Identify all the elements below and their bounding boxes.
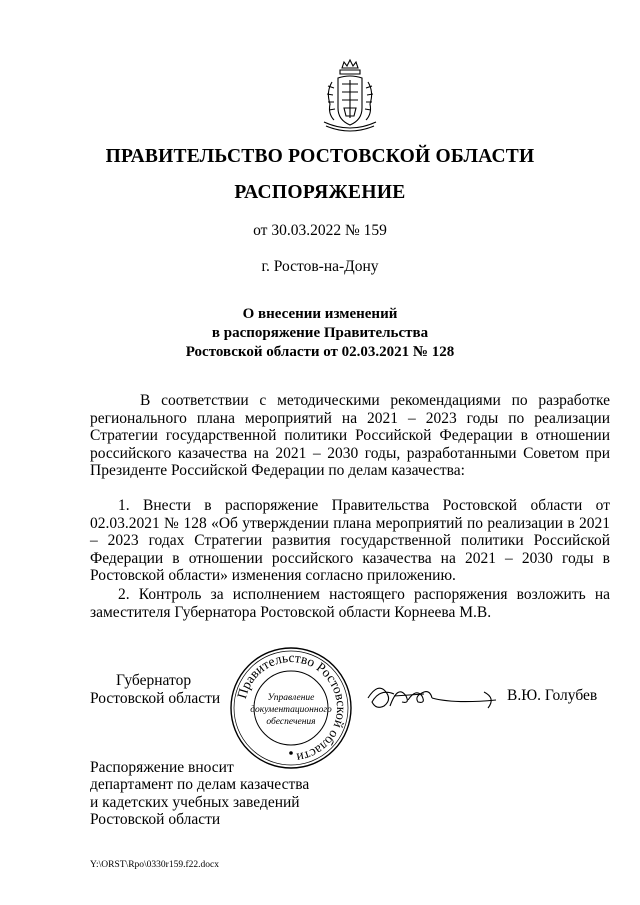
document-subject xyxy=(0,305,640,362)
seal-center-line: документационного xyxy=(250,705,332,715)
document-date-number: от 30.03.2022 № 159 xyxy=(253,222,387,239)
organization-title: ПРАВИТЕЛЬСТВО РОСТОВСКОЙ ОБЛАСТИ xyxy=(105,146,535,167)
executor-line: департамент по делам казачества xyxy=(90,776,310,794)
order-item-2: 2. Контроль за исполнением настоящего распоряжения возложить на заместителя Губернатора Ростовской области Корнеева М.В. xyxy=(90,586,610,621)
executor-block xyxy=(90,759,309,828)
handwritten-signature-icon xyxy=(364,678,500,718)
subject-line: О внесении изменений xyxy=(242,306,398,322)
official-seal-icon xyxy=(228,645,354,771)
seal-center-line: обеспечения xyxy=(266,717,316,727)
subject-line: Ростовской области от 02.03.2021 № 128 xyxy=(185,344,455,360)
signatory-position xyxy=(90,672,220,708)
preamble-paragraph: В соответствии с методическими рекомендациями по разработке регионального плана мероприятий на 2021 – 2023 годы по реализации Стратегии государственной политики Российской Федерации в отношении российского казачества на 2021 – 2030 годы, разработанными Советом при Президенте Российской Федерации по делам казачества: xyxy=(90,392,610,479)
signatory-name: В.Ю. Голубев xyxy=(507,687,598,704)
signatory-position-line: Ростовской области xyxy=(90,690,221,707)
subject-line: в распоряжение Правительства xyxy=(211,325,429,341)
document-type: РАСПОРЯЖЕНИЕ xyxy=(234,182,406,203)
executor-line: Распоряжение вносит xyxy=(90,759,234,776)
seal-ring-text: Правительство Ростовской области xyxy=(234,649,350,766)
document-city: г. Ростов-на-Дону xyxy=(261,258,379,275)
order-item-1: 1. Внести в распоряжение Правительства Ростовской области от 02.03.2021 № 128 «Об утверждении плана мероприятий по реализации в 2021 – 2023 годах Стратегии развития государственной политики Российской Федерации в отношении российского казачества на 2021 – 2030 годы в Ростовской области» изменения согласно приложению. xyxy=(90,497,610,584)
signatory-position-line: Губернатор xyxy=(116,672,192,689)
coat-of-arms-icon xyxy=(318,58,382,136)
executor-line: Ростовской области xyxy=(90,810,221,828)
executor-line: и кадетских учебных заведений xyxy=(90,793,300,811)
file-path-footer: Y:\ORST\Rpo\0330r159.f22.docx xyxy=(90,860,219,870)
seal-center-line: Управление xyxy=(267,693,315,703)
